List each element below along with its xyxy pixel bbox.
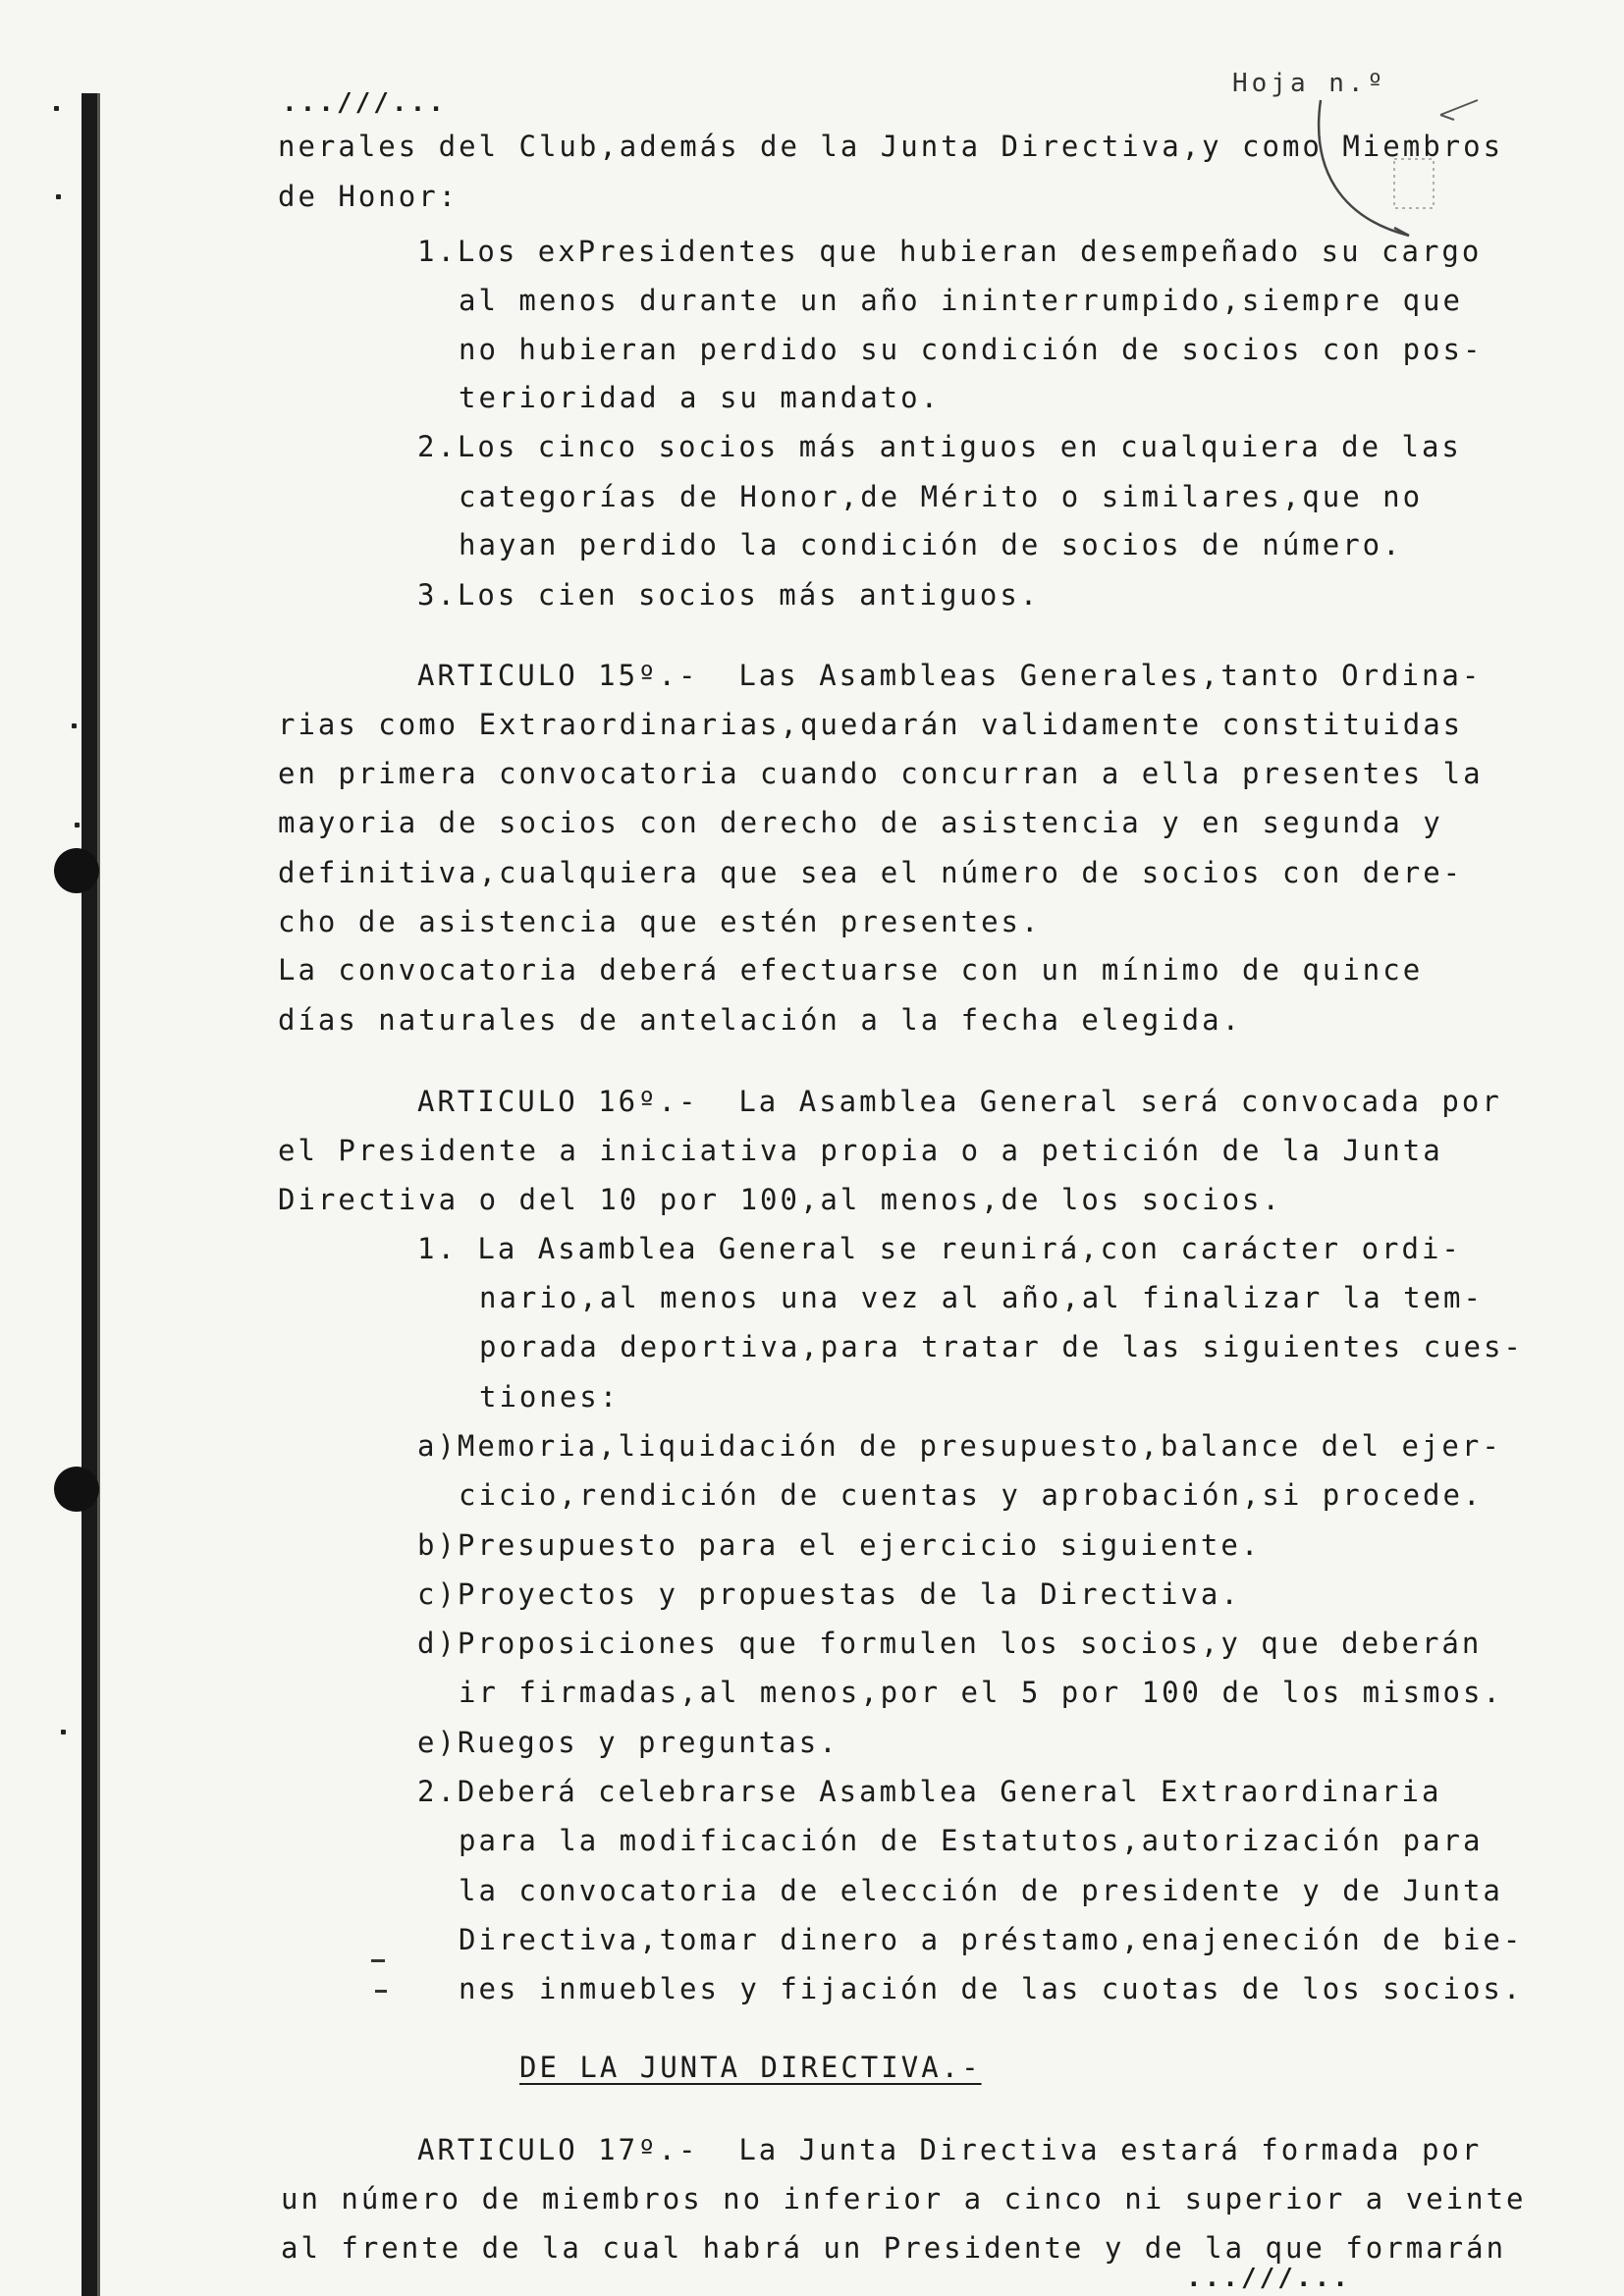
text-line: no hubieran perdido su condición de socios con pos- bbox=[459, 333, 1484, 366]
text-line: la convocatoria de elección de presidente y de Junta bbox=[459, 1874, 1503, 1907]
text-line: nario,al menos una vez al año,al finalizar la tem- bbox=[479, 1281, 1484, 1314]
text-line: porada deportiva,para tratar de las siguientes cues- bbox=[479, 1330, 1524, 1363]
text-line: a)Memoria,liquidación de presupuesto,balance del ejer- bbox=[417, 1429, 1502, 1463]
punch-hole bbox=[54, 848, 99, 893]
text-line: cicio,rendición de cuentas y aprobación,si procede. bbox=[459, 1478, 1484, 1512]
scan-speck bbox=[54, 106, 59, 111]
text-line: nes inmuebles y fijación de las cuotas de los socios. bbox=[459, 1972, 1524, 2005]
continuation-marker-top: ...///... bbox=[282, 88, 447, 118]
text-line: definitiva,cualquiera que sea el número de socios con dere- bbox=[278, 856, 1464, 889]
text-line: terioridad a su mandato. bbox=[459, 381, 942, 414]
text-line: un número de miembros no inferior a cinco ni superior a veinte bbox=[281, 2182, 1527, 2216]
page-stamp-label: Hoja n.º bbox=[1232, 69, 1387, 98]
text-line: tiones: bbox=[479, 1380, 621, 1414]
scan-mark bbox=[375, 1990, 387, 1993]
section-heading: DE LA JUNTA DIRECTIVA.- bbox=[519, 2051, 982, 2084]
punch-hole bbox=[54, 1467, 99, 1512]
text-line: nerales del Club,además de la Junta Directiva,y como Miembros bbox=[278, 130, 1504, 163]
text-line: de Honor: bbox=[278, 180, 460, 213]
text-line: hayan perdido la condición de socios de número. bbox=[459, 528, 1403, 561]
text-line: b)Presupuesto para el ejercicio siguiente. bbox=[417, 1528, 1262, 1562]
scan-speck bbox=[75, 823, 80, 828]
text-line: 1. La Asamblea General se reunirá,con carácter ordi- bbox=[417, 1232, 1462, 1265]
text-line: para la modificación de Estatutos,autorización para bbox=[459, 1824, 1484, 1857]
text-line: días naturales de antelación a la fecha elegida. bbox=[278, 1003, 1243, 1037]
text-line: el Presidente a iniciativa propia o a petición de la Junta bbox=[278, 1134, 1443, 1167]
text-line: 3.Los cien socios más antiguos. bbox=[417, 578, 1041, 612]
text-line: cho de asistencia que estén presentes. bbox=[278, 905, 1042, 938]
text-line: 1.Los exPresidentes que hubieran desempeñado su cargo bbox=[417, 235, 1483, 268]
continuation-marker-bottom: ...///... bbox=[1186, 2264, 1351, 2293]
text-line: 2.Deberá celebrarse Asamblea General Extraordinaria bbox=[417, 1775, 1442, 1808]
text-line: Directiva o del 10 por 100,al menos,de los socios. bbox=[278, 1183, 1282, 1216]
text-line: en primera convocatoria cuando concurran a ella presentes la bbox=[278, 757, 1484, 790]
text-line: 2.Los cinco socios más antiguos en cualquiera de las bbox=[417, 430, 1462, 463]
article-16-heading: ARTICULO 16º.- La Asamblea General será convocada por bbox=[417, 1085, 1502, 1118]
text-line: mayoria de socios con derecho de asistencia y en segunda y bbox=[278, 806, 1443, 839]
text-line: categorías de Honor,de Mérito o similares,que no bbox=[459, 480, 1424, 513]
text-line: c)Proyectos y propuestas de la Directiva. bbox=[417, 1577, 1241, 1611]
text-line: ir firmadas,al menos,por el 5 por 100 de los mismos. bbox=[459, 1676, 1503, 1709]
binding-edge bbox=[97, 93, 100, 2296]
scan-speck bbox=[56, 194, 61, 199]
text-line: La convocatoria deberá efectuarse con un mínimo de quince bbox=[278, 953, 1424, 987]
text-line: d)Proposiciones que formulen los socios,y que deberán bbox=[417, 1627, 1483, 1660]
scan-mark bbox=[371, 1959, 385, 1962]
scan-speck bbox=[72, 723, 77, 728]
article-15-heading: ARTICULO 15º.- Las Asambleas Generales,tanto Ordina- bbox=[417, 659, 1483, 692]
binding-strip bbox=[81, 93, 97, 2296]
text-line: al frente de la cual habrá un Presidente y de la que formarán bbox=[281, 2231, 1507, 2265]
text-line: rias como Extraordinarias,quedarán validamente constituidas bbox=[278, 708, 1464, 741]
article-17-heading: ARTICULO 17º.- La Junta Directiva estará formada por bbox=[417, 2133, 1483, 2166]
text-line: e)Ruegos y preguntas. bbox=[417, 1726, 839, 1759]
text-line: al menos durante un año ininterrumpido,siempre que bbox=[459, 284, 1463, 317]
text-line: Directiva,tomar dinero a préstamo,enajeneción de bie- bbox=[459, 1923, 1524, 1956]
scan-speck bbox=[61, 1730, 66, 1735]
